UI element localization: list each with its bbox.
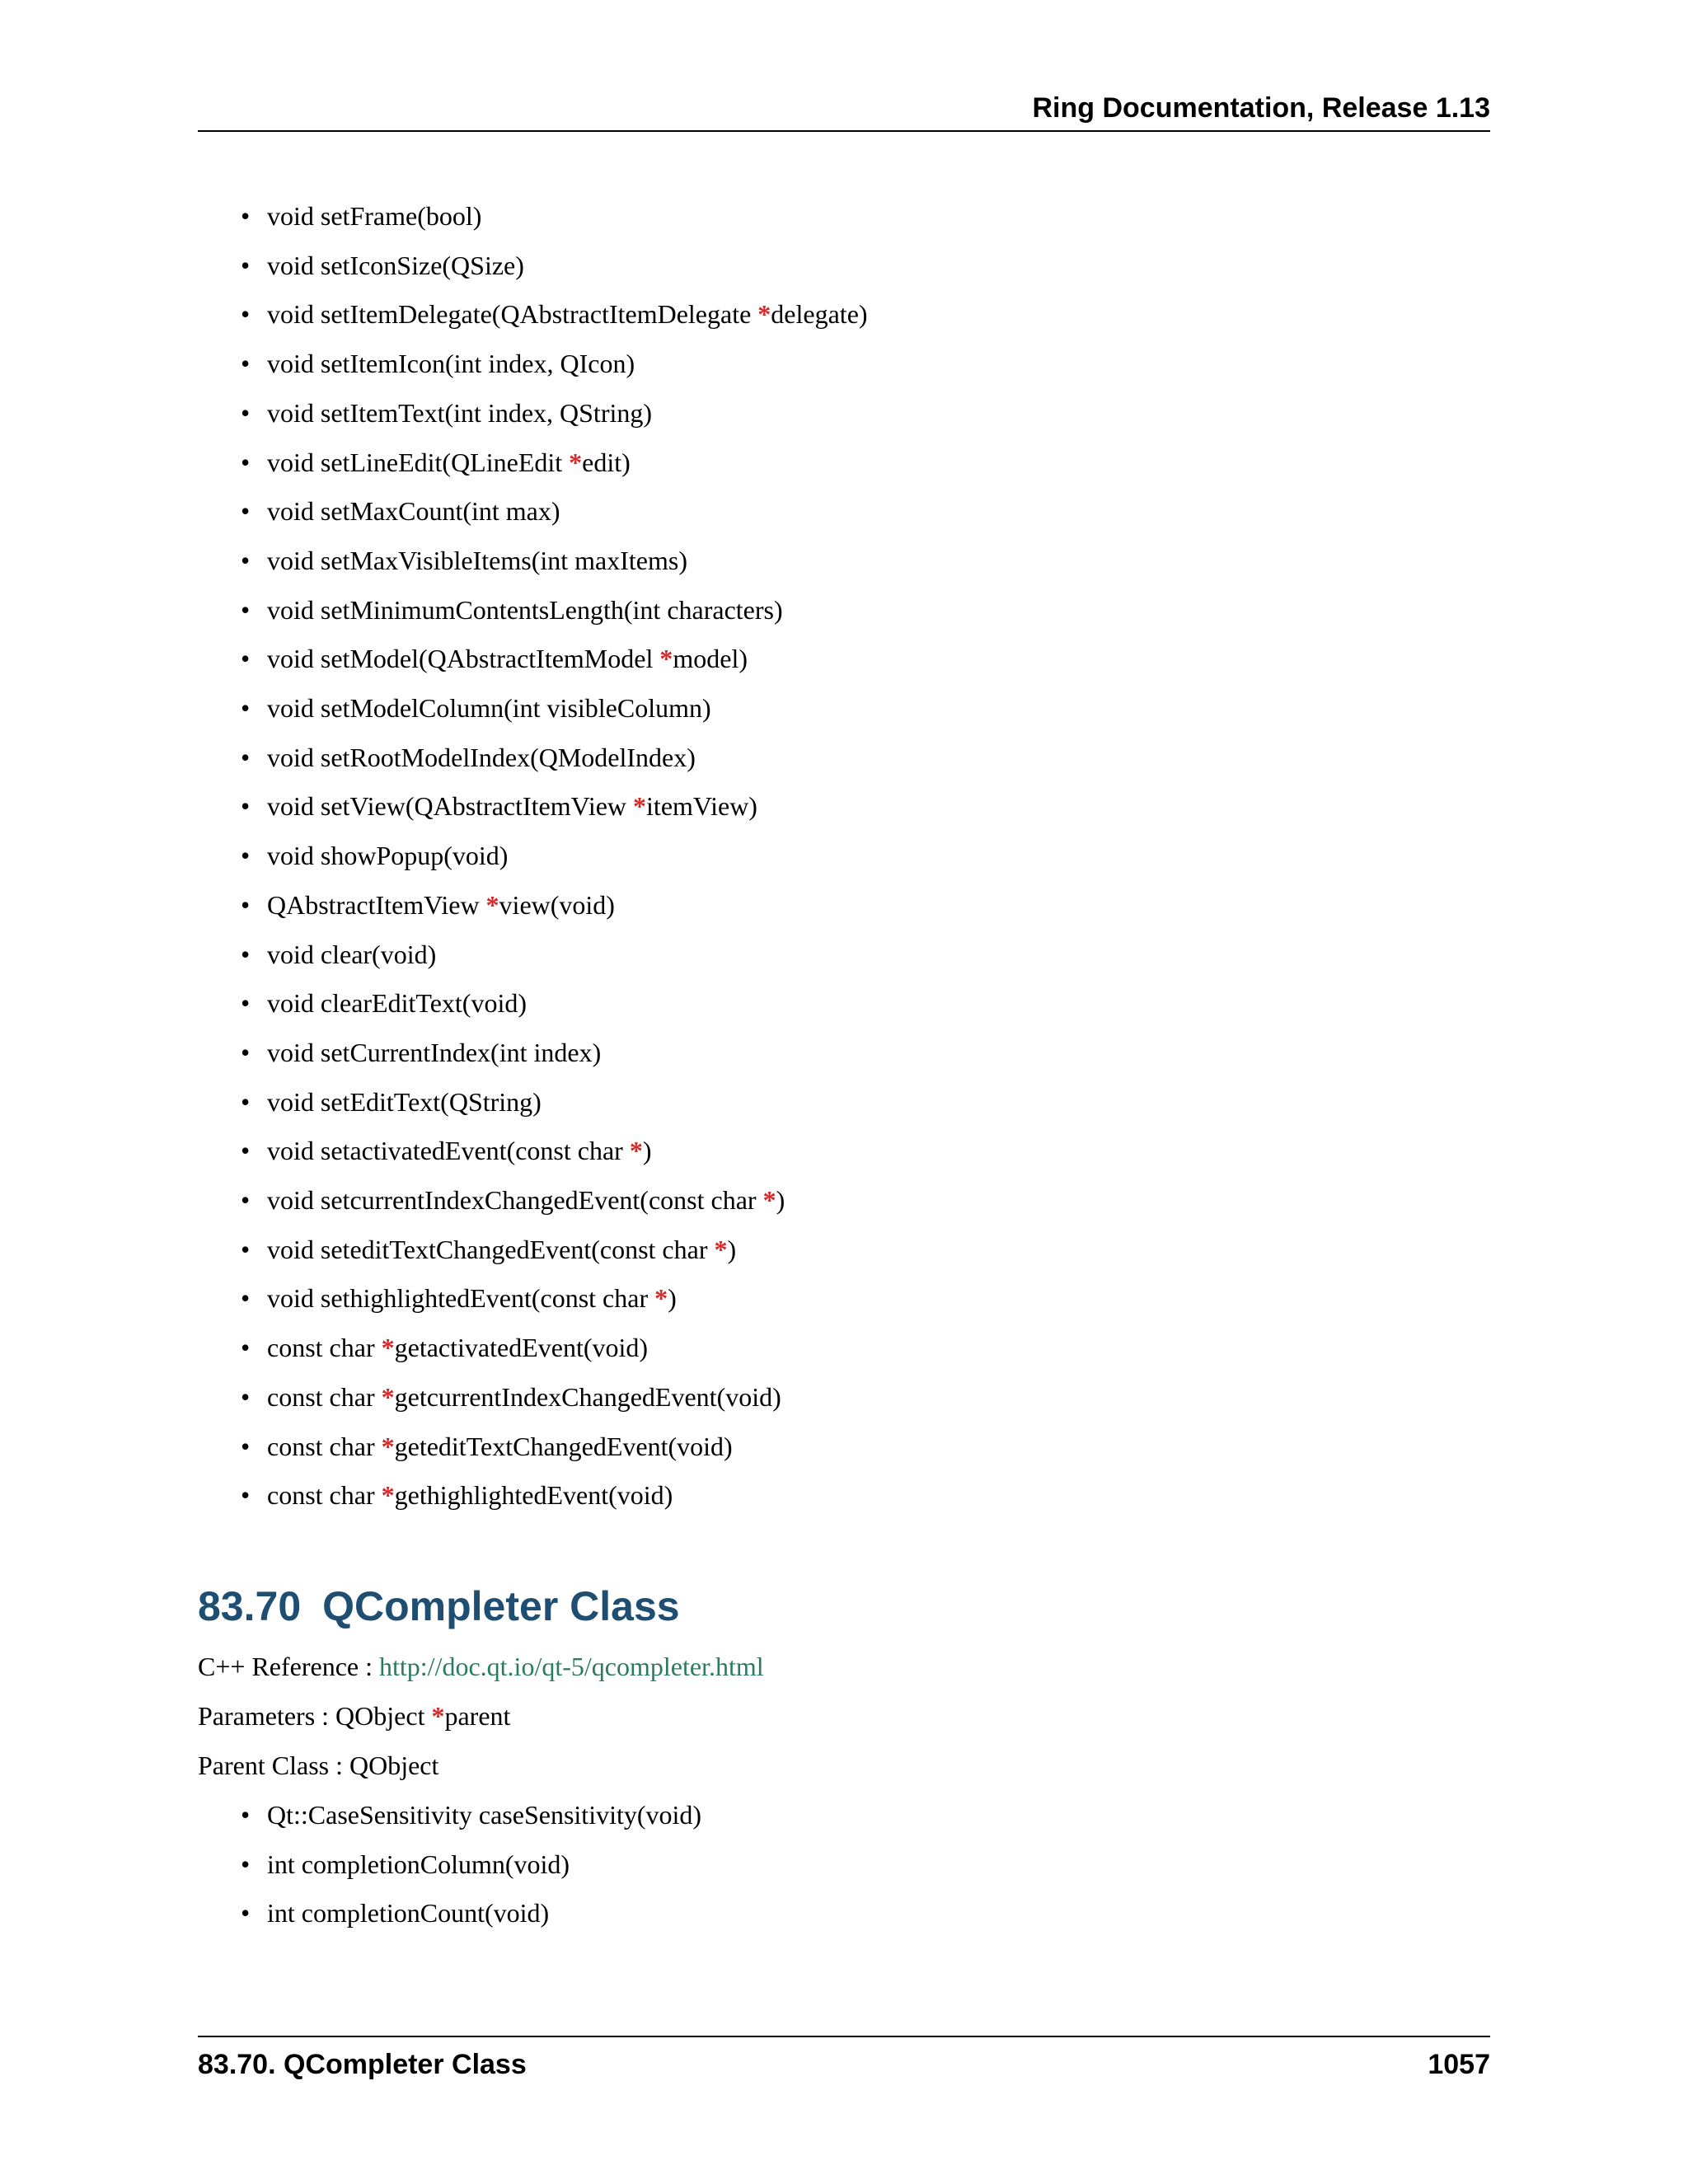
item-text: const char xyxy=(267,1381,382,1412)
item-text-suffix: ) xyxy=(668,1283,677,1314)
item-text: void setItemText(int index, QString) xyxy=(267,397,653,428)
list-item xyxy=(267,839,508,872)
list-item xyxy=(267,593,783,626)
item-text-suffix: view(void) xyxy=(499,889,615,920)
item-text-suffix: getcurrentIndexChangedEvent(void) xyxy=(394,1381,781,1412)
item-text-suffix: delegate) xyxy=(771,299,868,330)
header-rule xyxy=(198,130,1490,132)
item-text: void setactivatedEvent(const char xyxy=(267,1136,630,1166)
list-item xyxy=(267,1085,542,1118)
section-heading xyxy=(198,1582,680,1630)
list-item xyxy=(267,1798,701,1831)
pointer-star: * xyxy=(629,1136,643,1166)
item-text: void setEditText(QString) xyxy=(267,1086,542,1117)
item-text: Qt::CaseSensitivity caseSensitivity(void) xyxy=(267,1800,702,1830)
pointer-star: * xyxy=(381,1480,395,1511)
item-text-suffix: ) xyxy=(642,1136,652,1166)
pointer-star: * xyxy=(381,1431,395,1461)
item-text: const char xyxy=(267,1480,382,1511)
list-item xyxy=(267,446,631,479)
list-item xyxy=(267,1233,736,1266)
item-text: void setLineEdit(QLineEdit xyxy=(267,447,570,477)
item-text: void clearEditText(void) xyxy=(267,988,527,1019)
item-text-suffix: edit) xyxy=(582,447,631,477)
item-text: void setMaxCount(int max) xyxy=(267,496,560,527)
list-item xyxy=(267,938,436,971)
list-item xyxy=(267,1036,601,1069)
item-text: const char xyxy=(267,1333,382,1363)
cpp-reference-label: C++ Reference : xyxy=(198,1652,379,1681)
pointer-star: * xyxy=(714,1234,728,1264)
item-text: void setItemDelegate(QAbstractItemDelegate xyxy=(267,299,758,330)
list-item xyxy=(267,347,635,380)
page-number: 1057 xyxy=(1428,2049,1490,2080)
running-header: Ring Documentation, Release 1.13 xyxy=(1032,92,1490,124)
list-item xyxy=(267,1380,781,1413)
section-number: 83.70 xyxy=(198,1583,302,1629)
list-item xyxy=(267,298,868,330)
pointer-star: * xyxy=(485,889,499,920)
parent-class-line: Parent Class : QObject xyxy=(198,1750,439,1780)
item-text-suffix: gethighlightedEvent(void) xyxy=(394,1480,673,1511)
parameters-name: parent xyxy=(444,1701,511,1731)
item-text: void setCurrentIndex(int index) xyxy=(267,1037,602,1067)
pointer-star: * xyxy=(659,644,673,674)
footer-section: 83.70. QCompleter Class xyxy=(198,2049,527,2080)
item-text: void setMaxVisibleItems(int maxItems) xyxy=(267,545,687,575)
parameters-line xyxy=(198,1699,510,1732)
item-text-suffix: ) xyxy=(776,1185,785,1215)
item-text: void setModelColumn(int visibleColumn) xyxy=(267,693,711,723)
pointer-star: * xyxy=(431,1701,445,1731)
item-text: void setItemIcon(int index, QIcon) xyxy=(267,349,635,379)
item-text: void clear(void) xyxy=(267,939,437,969)
item-text: void seteditTextChangedEvent(const char xyxy=(267,1234,715,1264)
item-text: void setView(QAbstractItemView xyxy=(267,791,634,822)
item-text: void setModel(QAbstractItemModel xyxy=(267,644,660,674)
item-text-suffix: ) xyxy=(727,1234,737,1264)
list-item xyxy=(267,1896,549,1929)
list-item xyxy=(267,642,748,675)
cpp-reference xyxy=(198,1650,764,1683)
list-item xyxy=(267,741,696,774)
pointer-star: * xyxy=(762,1185,776,1215)
list-item xyxy=(267,987,527,1019)
list-item xyxy=(267,1183,785,1216)
list-item xyxy=(267,494,560,527)
list-item xyxy=(267,1134,651,1167)
item-text: void setIconSize(QSize) xyxy=(267,250,524,280)
item-text: QAbstractItemView xyxy=(267,889,486,920)
pointer-star: * xyxy=(633,791,647,822)
item-text: void setMinimumContentsLength(int characters) xyxy=(267,594,783,625)
item-text-suffix: model) xyxy=(673,644,748,674)
list-item xyxy=(267,396,652,429)
pointer-star: * xyxy=(381,1333,395,1363)
list-item xyxy=(267,249,524,282)
item-text: void setRootModelIndex(QModelIndex) xyxy=(267,742,696,772)
item-text: int completionCount(void) xyxy=(267,1898,550,1929)
footer-rule xyxy=(198,2036,1490,2037)
pointer-star: * xyxy=(381,1381,395,1412)
list-item xyxy=(267,1331,648,1364)
list-item xyxy=(267,790,757,823)
item-text: void setFrame(bool) xyxy=(267,201,482,231)
list-item xyxy=(267,1282,677,1315)
item-text-suffix: getactivatedEvent(void) xyxy=(394,1333,649,1363)
item-text: void showPopup(void) xyxy=(267,841,509,871)
pointer-star: * xyxy=(569,447,583,477)
list-item xyxy=(267,691,711,724)
pointer-star: * xyxy=(654,1283,668,1314)
list-item xyxy=(267,199,481,232)
item-text: void sethighlightedEvent(const char xyxy=(267,1283,655,1314)
list-item xyxy=(267,888,615,921)
list-item xyxy=(267,544,687,577)
item-text: int completionColumn(void) xyxy=(267,1849,570,1879)
list-item xyxy=(267,1430,733,1463)
pointer-star: * xyxy=(757,299,771,330)
list-item xyxy=(267,1479,673,1511)
parameters-label: Parameters : QObject xyxy=(198,1701,432,1731)
list-item xyxy=(267,1848,570,1881)
item-text-suffix: itemView) xyxy=(646,791,757,822)
cpp-reference-link[interactable]: http://doc.qt.io/qt-5/qcompleter.html xyxy=(379,1652,764,1681)
item-text: void setcurrentIndexChangedEvent(const char xyxy=(267,1185,763,1215)
item-text-suffix: geteditTextChangedEvent(void) xyxy=(394,1431,733,1461)
item-text: const char xyxy=(267,1431,382,1461)
section-title: QCompleter Class xyxy=(322,1583,680,1629)
